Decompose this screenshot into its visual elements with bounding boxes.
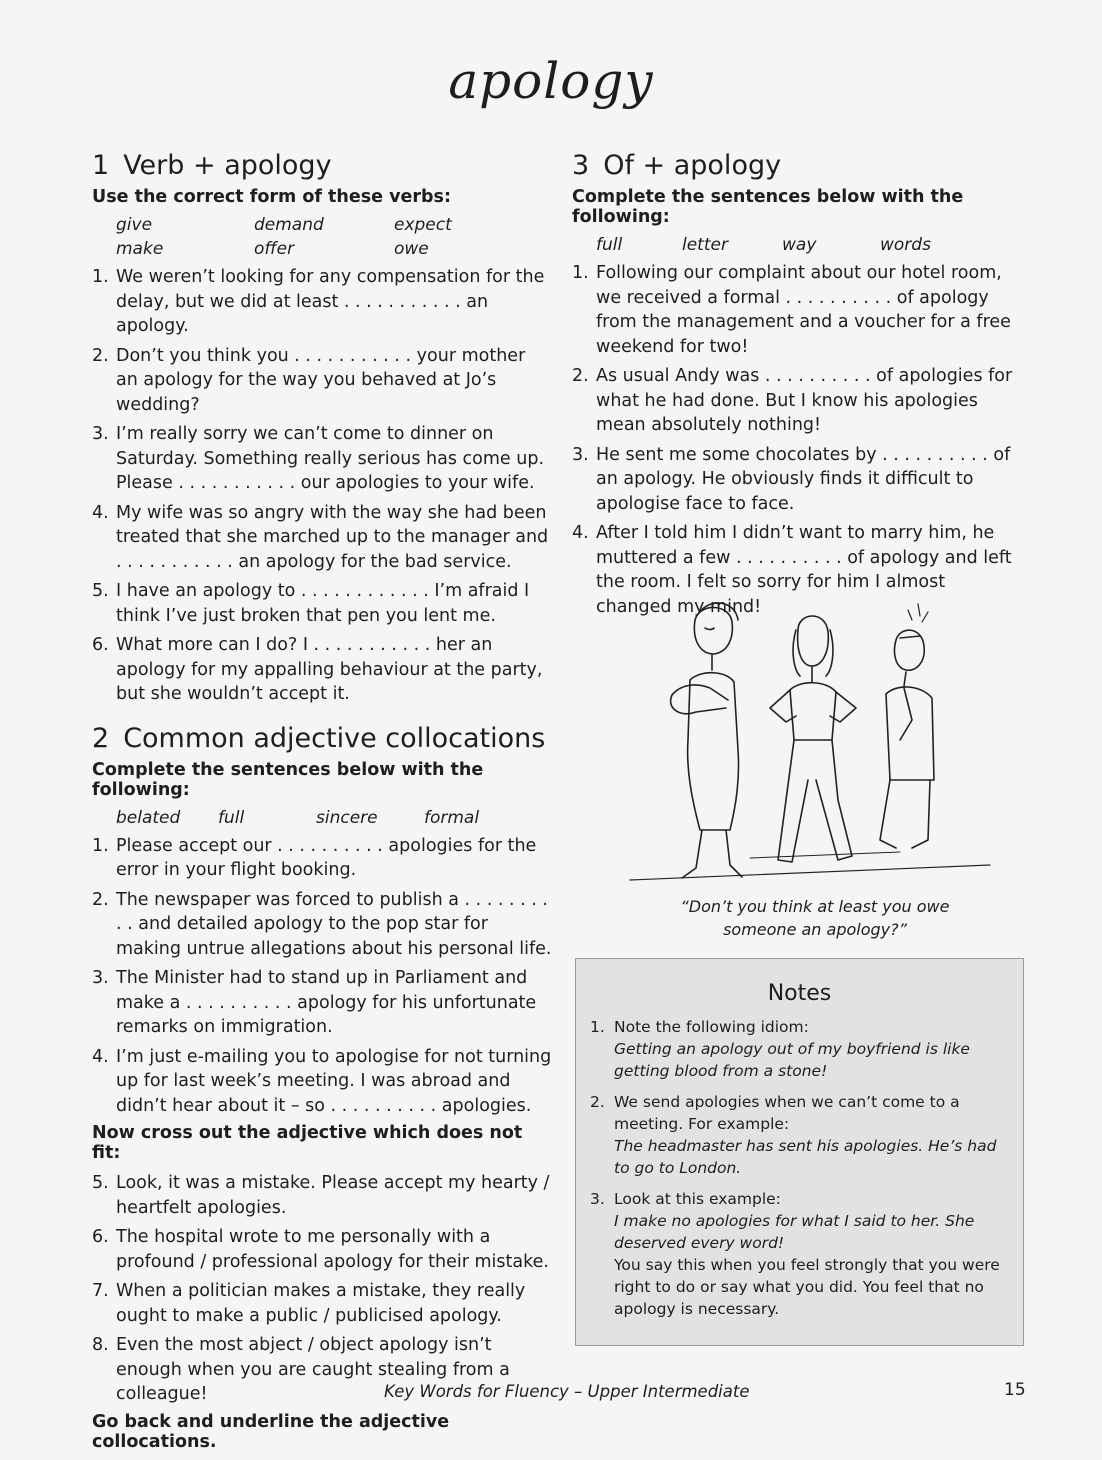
item-number: 2. bbox=[92, 889, 109, 910]
note-number: 3. bbox=[590, 1190, 605, 1208]
section-2-instruction: Complete the sentences below with the following: bbox=[92, 759, 484, 800]
section-2-instruction-2: Now cross out the adjective which does not fit: bbox=[92, 1123, 523, 1163]
section-3 bbox=[572, 150, 1020, 619]
word-bank bbox=[596, 235, 1020, 255]
note-example: I make no apologies for what I said to her. She deserved every word! bbox=[614, 1212, 975, 1252]
word-bank-item: words bbox=[880, 235, 931, 255]
note-number: 1. bbox=[590, 1018, 605, 1036]
item-number: 4. bbox=[92, 502, 109, 523]
item-text: Following our complaint about our hotel room, we received a formal . . . . . . . . . . of apology from the management and a voucher for a free weekend for two! bbox=[596, 263, 1011, 357]
word-bank-item: letter bbox=[682, 235, 728, 255]
woman-figure bbox=[671, 603, 742, 878]
word-bank-item: formal bbox=[424, 807, 480, 828]
exercise-list bbox=[92, 834, 552, 1119]
cartoon-illustration bbox=[600, 590, 1000, 895]
cartoon-caption: “Don’t you think at least you owe someone an apology?” bbox=[680, 897, 950, 939]
exercise-item bbox=[92, 579, 552, 628]
word-bank-item: full bbox=[596, 235, 623, 255]
note-example: The headmaster has sent his apologies. He’s had to go to London. bbox=[614, 1137, 997, 1177]
item-number: 4. bbox=[572, 523, 589, 543]
exercise-list-2 bbox=[92, 1171, 552, 1407]
item-number: 4. bbox=[92, 1046, 109, 1067]
note-example: Getting an apology out of my boyfriend is like getting blood from a stone! bbox=[614, 1040, 970, 1080]
girl-figure bbox=[770, 616, 856, 862]
note-text: We send apologies when we can’t come to a meeting. For example: bbox=[614, 1093, 960, 1133]
exercise-item bbox=[572, 443, 1020, 517]
item-number: 5. bbox=[92, 1173, 109, 1193]
exercise-item bbox=[92, 1225, 552, 1274]
section-number: 2 bbox=[92, 722, 110, 754]
exercise-list bbox=[572, 261, 1020, 619]
exercise-item bbox=[92, 888, 552, 962]
notes-list bbox=[590, 1016, 1009, 1320]
item-text: My wife was so angry with the way she had been treated that she marched up to the manager and . . . . . . . . . . . an apology for the bad service. bbox=[116, 502, 549, 572]
exercise-item bbox=[92, 422, 552, 496]
exercise-item bbox=[92, 966, 552, 1040]
section-3-instruction: Complete the sentences below with the following: bbox=[572, 187, 964, 227]
note-number: 2. bbox=[590, 1093, 605, 1111]
section-2-heading bbox=[92, 723, 552, 754]
exercise-item bbox=[92, 344, 552, 418]
note-item bbox=[590, 1091, 1009, 1179]
footer-book-title: Key Words for Fluency – Upper Intermediate bbox=[384, 1382, 750, 1401]
item-text: I have an apology to . . . . . . . . . . . . I’m afraid I think I’ve just broken that pen you lent me. bbox=[116, 581, 530, 626]
word-bank-item: expect bbox=[394, 215, 452, 235]
item-text: The newspaper was forced to publish a . . . . . . . . . . and detailed apology to the pop star for making untrue allegations about his personal life. bbox=[116, 889, 552, 959]
item-text: We weren’t looking for any compensation for the delay, but we did at least . . . . . . . . . . . an apology. bbox=[116, 267, 545, 336]
section-2-instruction-3: Go back and underline the adjective collocations. bbox=[92, 1411, 450, 1452]
exercise-item bbox=[92, 1279, 552, 1328]
section-1 bbox=[92, 150, 552, 707]
item-number: 1. bbox=[92, 267, 109, 287]
word-bank-item: owe bbox=[394, 239, 429, 259]
item-number: 7. bbox=[92, 1281, 109, 1301]
word-bank bbox=[116, 215, 552, 259]
item-number: 2. bbox=[572, 366, 589, 386]
item-number: 6. bbox=[92, 635, 109, 655]
word-bank-item: full bbox=[218, 807, 245, 828]
item-text: He sent me some chocolates by . . . . . . . . . . of an apology. He obviously finds it difficult to apologise face to face. bbox=[596, 444, 1011, 514]
section-title: Of + apology bbox=[603, 150, 782, 181]
note-item bbox=[590, 1188, 1009, 1320]
word-bank-item: demand bbox=[254, 215, 324, 235]
item-text: What more can I do? I . . . . . . . . . . . her an apology for my appalling behaviour at the party, but she wouldn’t accept it. bbox=[116, 635, 543, 704]
item-number: 6. bbox=[92, 1227, 109, 1247]
item-text: I’m just e-mailing you to apologise for not turning up for last week’s meeting. I was abroad and didn’t hear about it – so . . . . . . . . . . apologies. bbox=[116, 1046, 552, 1116]
item-number: 1. bbox=[572, 263, 589, 283]
left-column bbox=[92, 150, 552, 1460]
item-number: 5. bbox=[92, 581, 109, 601]
exercise-list bbox=[92, 265, 552, 707]
item-text: After I told him I didn’t want to marry him, he muttered a few . . . . . . . . . . of apology and left the room. I felt so sorry for him I almost changed my mind! bbox=[596, 523, 1012, 617]
exercise-item bbox=[92, 265, 552, 339]
notes-heading: Notes bbox=[767, 981, 832, 1006]
notes-box bbox=[575, 958, 1024, 1346]
exercise-item bbox=[92, 501, 552, 575]
item-text: The Minister had to stand up in Parliament and make a . . . . . . . . . . apology for his unfortunate remarks on immigration. bbox=[116, 968, 537, 1037]
right-column bbox=[572, 150, 1020, 624]
word-bank bbox=[116, 808, 552, 828]
exercise-item bbox=[92, 1045, 552, 1119]
section-title: Common adjective collocations bbox=[123, 722, 546, 754]
section-number: 3 bbox=[572, 150, 590, 181]
section-1-instruction: Use the correct form of these verbs: bbox=[92, 187, 451, 207]
section-title: Verb + apology bbox=[123, 150, 332, 181]
item-number: 8. bbox=[92, 1335, 109, 1355]
section-1-heading bbox=[92, 150, 552, 181]
exercise-item bbox=[572, 261, 1020, 359]
page-title: apology bbox=[448, 52, 654, 110]
item-number: 2. bbox=[92, 345, 109, 366]
item-text: Please accept our . . . . . . . . . . apologies for the error in your flight booking. bbox=[116, 835, 537, 880]
item-text: Don’t you think you . . . . . . . . . . . your mother an apology for the way you behaved at Jo’s wedding? bbox=[116, 345, 526, 415]
exercise-item bbox=[92, 633, 552, 707]
page-number: 15 bbox=[1004, 1380, 1026, 1400]
word-bank-item: give bbox=[116, 215, 153, 235]
man-figure bbox=[880, 604, 934, 848]
item-text: I’m really sorry we can’t come to dinner on Saturday. Something really serious has come up. Please . . . . . . . . . . . our apologies to your wife. bbox=[116, 424, 545, 493]
item-text: The hospital wrote to me personally with a profound / professional apology for their mistake. bbox=[116, 1227, 549, 1272]
exercise-item bbox=[572, 364, 1020, 438]
item-number: 3. bbox=[92, 968, 109, 988]
exercise-item bbox=[92, 834, 552, 883]
note-text: Note the following idiom: bbox=[614, 1018, 809, 1036]
exercise-item bbox=[92, 1171, 552, 1220]
section-number: 1 bbox=[92, 150, 110, 181]
item-text: Look, it was a mistake. Please accept my hearty / heartfelt apologies. bbox=[116, 1173, 550, 1218]
note-text: Look at this example: bbox=[614, 1190, 781, 1208]
item-number: 1. bbox=[92, 835, 109, 856]
item-number: 3. bbox=[572, 444, 589, 465]
item-text: As usual Andy was . . . . . . . . . . of apologies for what he had done. But I know his apologies mean absolutely nothing! bbox=[596, 366, 1013, 435]
word-bank-item: belated bbox=[116, 807, 181, 828]
section-3-heading bbox=[572, 150, 1020, 181]
note-item bbox=[590, 1016, 1009, 1082]
word-bank-item: make bbox=[116, 239, 164, 259]
word-bank-item: way bbox=[782, 235, 817, 255]
word-bank-item: offer bbox=[254, 239, 295, 259]
section-2 bbox=[92, 723, 552, 1452]
word-bank-item: sincere bbox=[316, 807, 378, 828]
note-extra: You say this when you feel strongly that you were right to do or say what you did. You feel that no apology is necessary. bbox=[614, 1256, 1000, 1318]
item-text: Even the most abject / object apology isn’t enough when you are caught stealing from a colleague! bbox=[116, 1335, 510, 1404]
item-text: When a politician makes a mistake, they really ought to make a public / publicised apology. bbox=[116, 1281, 526, 1326]
item-number: 3. bbox=[92, 424, 109, 444]
